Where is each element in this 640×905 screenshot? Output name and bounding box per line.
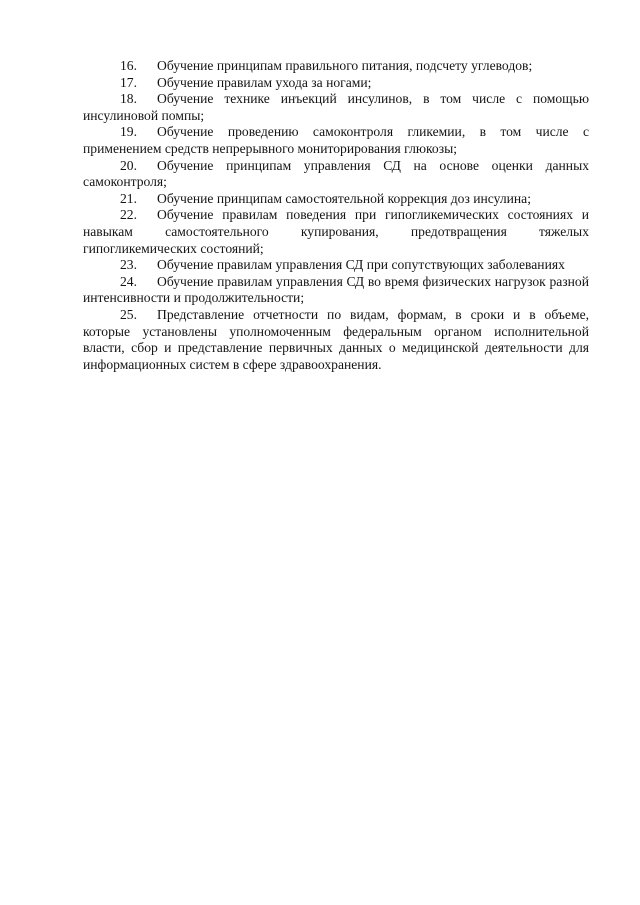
item-text: Обучение принципам самостоятельной коррекция доз инсулина; — [157, 190, 531, 206]
item-number: 18. — [120, 91, 137, 107]
item-number: 19. — [120, 124, 137, 140]
item-number: 22. — [120, 207, 137, 223]
list-item — [83, 274, 589, 307]
item-text: Обучение принципам управления СД на основе оценки данных самоконтроля; — [83, 157, 589, 190]
item-text: Обучение правилам управления СД при сопутствующих заболеваниях — [157, 257, 565, 273]
list-item — [83, 257, 589, 274]
list-item — [83, 124, 589, 157]
item-number: 24. — [120, 273, 137, 289]
item-number: 16. — [120, 58, 137, 73]
list-item — [83, 91, 589, 124]
list-item — [83, 207, 589, 257]
list-item — [83, 58, 589, 75]
item-text: Обучение правилам ухода за ногами; — [157, 74, 372, 90]
item-number: 23. — [120, 257, 137, 273]
numbered-list — [83, 58, 589, 373]
list-item — [83, 158, 589, 191]
item-text: Обучение проведению самоконтроля гликемии, в том числе с применением средств непрерывного мониторирования глюкозы; — [83, 124, 589, 156]
item-text: Обучение технике инъекций инсулинов, в том числе с помощью инсулиновой помпы; — [83, 91, 589, 123]
item-text: Обучение правилам управления СД во время физических нагрузок разной интенсивности и продолжительности; — [83, 273, 589, 306]
item-number: 17. — [120, 74, 137, 90]
item-text: Обучение правилам поведения при гипогликемических состояниях и навыкам самостоятельного купирования, предотвращения тяжелых гипогликемических состояний; — [83, 207, 589, 256]
list-item — [83, 75, 589, 92]
item-text: Представление отчетности по видам, формам, в сроки и в объеме, которые установлены уполномоченным федеральным органом исполнительной власти, сбор и представление первичных данных о медицинской деятельности для информационных систем в сфере здравоохранения. — [83, 306, 589, 372]
item-number: 20. — [120, 157, 137, 173]
list-item — [83, 191, 589, 208]
item-text: Обучение принципам правильного питания, подсчету углеводов; — [157, 58, 533, 73]
item-number: 21. — [120, 190, 137, 206]
list-item — [83, 307, 589, 373]
item-number: 25. — [120, 306, 137, 322]
